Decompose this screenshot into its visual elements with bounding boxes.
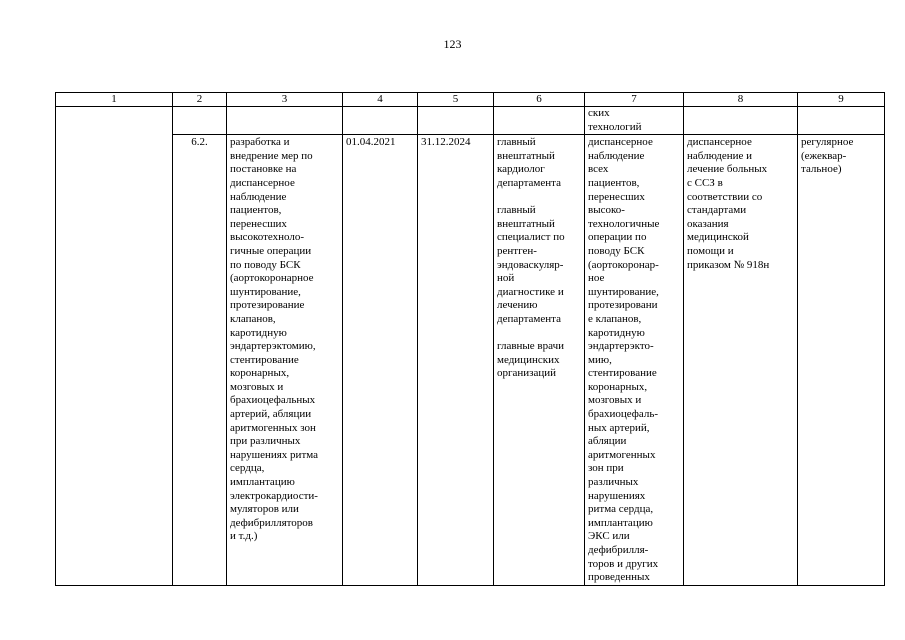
- control-indicator: диспансерное наблюдение и лечение больных с ССЗ в соответствии со стандартами оказания медицинской помощи и приказом № 918н: [684, 135, 798, 586]
- end-date: 31.12.2024: [418, 135, 494, 586]
- column-number-cell: 3: [227, 93, 343, 107]
- continuation-row: [56, 107, 885, 135]
- column-number-cell: 6: [494, 93, 585, 107]
- column-number-row: [56, 93, 885, 107]
- measure-description: разработка и внедрение мер по постановке на диспансерное наблюдение пациентов, перенесших высокотехноло- гичные операции по поводу БСК (аортокоронарное шунтирование, протезирование клапанов, каротидную эндартерэктомию, стентирование коронарных, мозговых и брахиоцефальных артерий, абляции аритмогенных зон при различных нарушениях ритма сердца, имплантацию электрокардиости- муляторов или дефибрилляторов и т.д.): [227, 135, 343, 586]
- empty-cell: [798, 107, 885, 135]
- empty-cell: [494, 107, 585, 135]
- responsible-persons: главный внештатный кардиолог департамента главный внештатный специалист по рентген- эндоваскуляр- ной диагностике и лечению департамента главные врачи медицинских организаций: [494, 135, 585, 586]
- column-number-cell: 9: [798, 93, 885, 107]
- continuation-result-text: ских технологий: [585, 107, 684, 135]
- table-row: [56, 135, 885, 586]
- column-number-cell: 1: [56, 93, 173, 107]
- empty-cell: [173, 107, 227, 135]
- page-number: 123: [443, 37, 462, 51]
- empty-cell: [227, 107, 343, 135]
- start-date: 01.04.2021: [343, 135, 418, 586]
- frequency: регулярное (ежеквар- тальное): [798, 135, 885, 586]
- column-number-cell: 4: [343, 93, 418, 107]
- empty-cell: [418, 107, 494, 135]
- empty-cell-col1: [56, 107, 173, 586]
- empty-cell: [343, 107, 418, 135]
- expected-result: диспансерное наблюдение всех пациентов, перенесших высоко- технологичные операции по поводу БСК (аортокоронар- ное шунтирование, протезировани е клапанов, каротидную эндартерэкто- мию, стентирование коронарных, мозговых и брахиоцефаль- ных артерий, абляции аритмогенных зон при различных нарушениях ритма сердца, имплантацию ЭКС или дефибрилля- торов и других проведенных: [585, 135, 684, 586]
- column-number-cell: 8: [684, 93, 798, 107]
- empty-cell: [684, 107, 798, 135]
- column-number-cell: 5: [418, 93, 494, 107]
- action-plan-table: [55, 92, 885, 586]
- column-number-cell: 7: [585, 93, 684, 107]
- column-number-cell: 2: [173, 93, 227, 107]
- row-number: 6.2.: [173, 135, 227, 586]
